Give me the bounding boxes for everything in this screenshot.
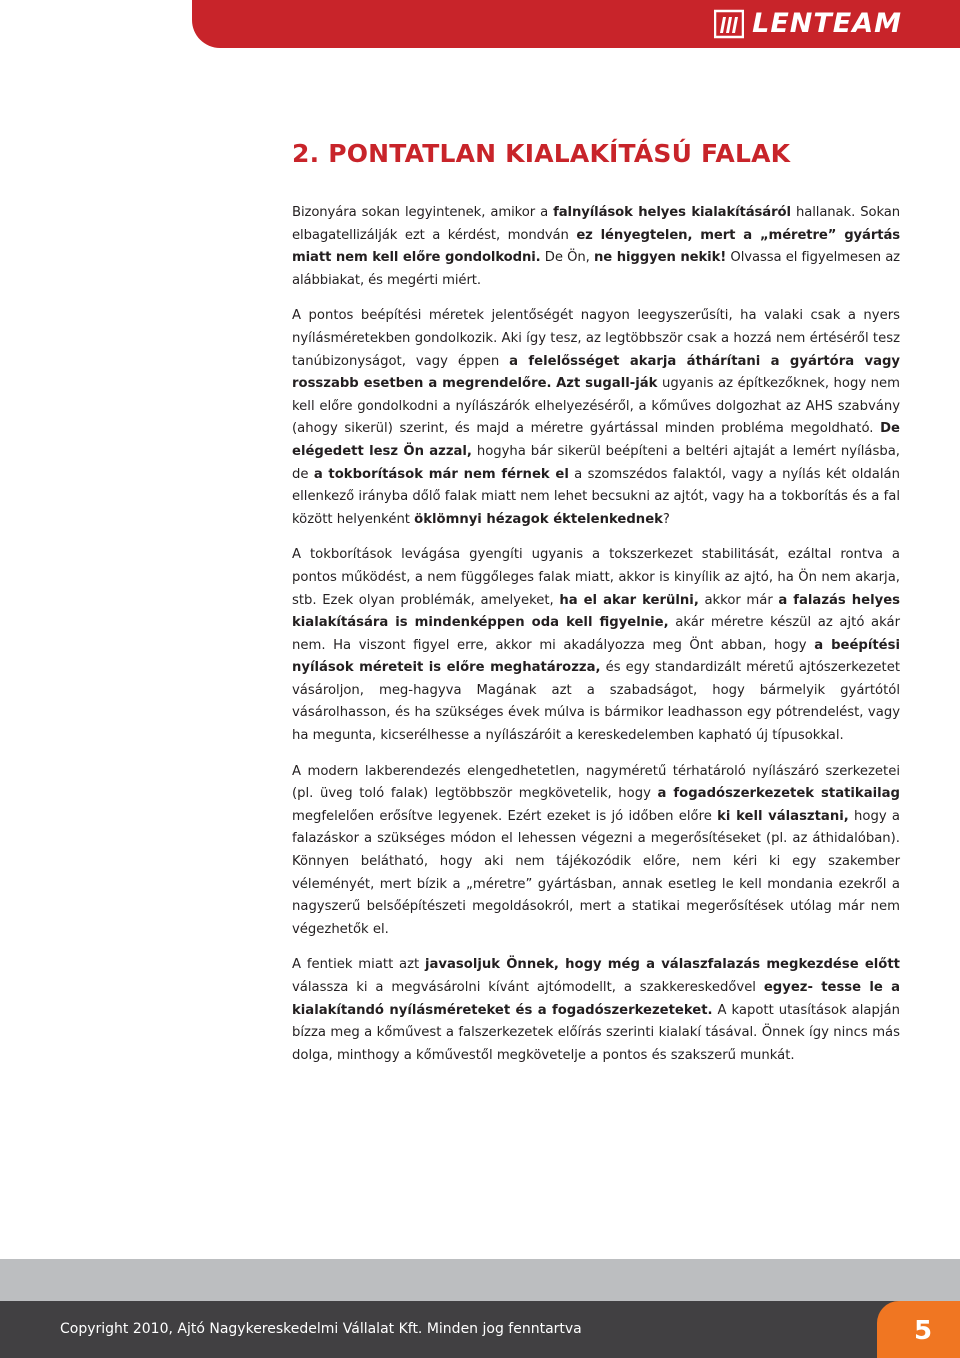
body-text: hogyha bár sikerül beépíteni a beltéri ajtaját a lemért nyílásba, de xyxy=(292,443,900,482)
body-text: A kapott utasítások alapján bízza meg a kőművest a falszerkezetek előírás szerinti kialakí tásával. Önnek így nincs más dolga, minthogy a kőművestől megkövetelje a pontos és szakszerű munkát. xyxy=(292,1002,900,1063)
header-bar xyxy=(192,0,960,48)
paragraph xyxy=(292,761,900,942)
emphasis-text: falnyílások helyes kialakításáról xyxy=(553,205,791,220)
body-text: Bizonyára sokan legyintenek, amikor a xyxy=(292,205,554,220)
body-text: A fentiek miatt azt xyxy=(292,957,425,973)
page-title: 2. PONTATLAN KIALAKÍTÁSÚ FALAK xyxy=(292,139,791,168)
body-text: Olvassa el figyelmesen az alábbiakat, és megérti miért. xyxy=(292,250,900,288)
emphasis-text: ki kell választani, xyxy=(717,808,849,824)
body-text: megfelelően erősítve legyenek. Ezért ezeket is jó időben előre xyxy=(292,808,718,824)
paragraph xyxy=(292,202,900,292)
emphasis-text: a falazás helyes kialakítására is mindenképpen oda kell figyelnie, xyxy=(292,592,900,631)
brand-logo xyxy=(714,7,902,41)
footer-copyright: Copyright 2010, Ajtó Nagykereskedelmi Vállalat Kft. Minden jog fenntartva xyxy=(60,1321,582,1337)
body-text: A modern lakberendezés elengedhetetlen, nagyméretű térhatároló nyílászáró szerkezetei (pl. üveg toló falak) legtöbbször megkövetelik, hogy xyxy=(292,763,900,802)
article-body xyxy=(292,202,900,1080)
emphasis-text: a felelősséget akarja áthárítani a gyártóra vagy rosszabb esetben a megrendelőre. xyxy=(292,353,901,392)
page-number: 5 xyxy=(914,1316,933,1346)
body-text: De Ön, xyxy=(540,250,594,266)
brand-name: LENTEAM xyxy=(752,8,902,39)
emphasis-text: ne higgyen nekik! xyxy=(593,250,727,266)
paragraph xyxy=(292,305,900,531)
emphasis-text: öklömnyi hézagok éktelenkednek xyxy=(414,511,663,527)
body-text: és egy standardizált méretű ajtószerkezetet vásároljon, meg-hagyva Magának azt a szabadságot, hogy bármelyik gyártótól vásárolhasson, és ha szükséges évek múlva is bármikor leadhasson egy pótrendelést, vagy ha megunta, kicserélhesse a nyílászáróit a kereskedelemben kapható új típusokkal. xyxy=(292,660,900,744)
body-text: ugyanis az építkezőknek, hogy nem kell előre gondolkodni a nyílászárók elhelyezéséről, a kőműves dolgozhat az AHS szabvány (ahogy sikerül) szerint, és majd a méretre gyártással minden probléma megoldható. xyxy=(292,376,900,437)
paragraph xyxy=(292,954,900,1067)
paragraph xyxy=(292,544,900,747)
emphasis-text: a fogadószerkezetek statikailag xyxy=(657,786,900,802)
body-text: ? xyxy=(662,511,670,527)
body-text: akkor már xyxy=(698,592,779,608)
emphasis-text: De elégedett lesz Ön azzal, xyxy=(292,421,900,459)
body-text: válassza ki a megvásárolni kívánt ajtómodellt, a szakkereskedővel xyxy=(292,980,764,995)
body-text: hallanak. Sokan elbagatellizálják ezt a kérdést, mondván xyxy=(292,205,901,243)
body-text: A tokborítások levágása gyengíti ugyanis a tokszerkezet stabilitását, ezáltal rontva a pontos működést, a nem függőleges falak miatt, akkor is kinyílik az ajtó, ha Ön nem akarja, stb. Ezek olyan problémák, amelyeket, xyxy=(292,547,900,608)
emphasis-text: egyez- tesse le a kialakítandó nyílásméreteket és a fogadószerkezeteket. xyxy=(292,980,900,1018)
body-text: a szomszédos falaktól, vagy a nyílás két oldalán ellenkező irányba dőlő falak miatt nem lehet becsukni az ajtót, vagy ha a tokborítás és a fal között helyenként xyxy=(292,466,900,527)
emphasis-text: ha el akar kerülni, xyxy=(559,592,699,608)
emphasis-text: Azt sugall-ják xyxy=(556,376,658,392)
body-text: A pontos beépítési méretek jelentőségét nagyon leegyszerűsíti, ha valaki csak a nyers nyílásméretekben gondolkozik. Aki így tesz, az legtöbbször csak a hozzá nem értéséről tesz tanúbizonyságot, vagy éppen xyxy=(292,308,900,369)
emphasis-text: ez lényegtelen, mert a „méretre” gyártás miatt nem kell előre gondolkodni. xyxy=(292,227,901,266)
footer-grey-band xyxy=(0,1259,960,1301)
body-text: hogy a falazáskor a szükséges módon el lehessen végezni a megerősítéseket (pl. az áthidalóban). Könnyen belátható, hogy aki nem tájékozódik előre, nem kéri ki egy szakember véleményét, mert bízik a „méretre” gyártásban, annak esetleg le kell mondania ezekről a nagyszerű belsőépítészeti megoldásokról, mert a statikai megerősítések utólag már nem végezhetők el. xyxy=(292,808,900,937)
emphasis-text: a tokborítások már nem férnek el xyxy=(313,466,569,482)
emphasis-text: javasoljuk Önnek, hogy még a válaszfalazás megkezdése előtt xyxy=(425,957,900,973)
emphasis-text: a beépítési nyílások méreteit is előre meghatározza, xyxy=(292,637,900,676)
body-text: akár méretre készül az ajtó akár nem. Ha viszont figyel erre, akkor mi akadályozza meg Önt abban, hogy xyxy=(292,615,900,653)
lenteam-stripes-icon xyxy=(714,9,744,39)
